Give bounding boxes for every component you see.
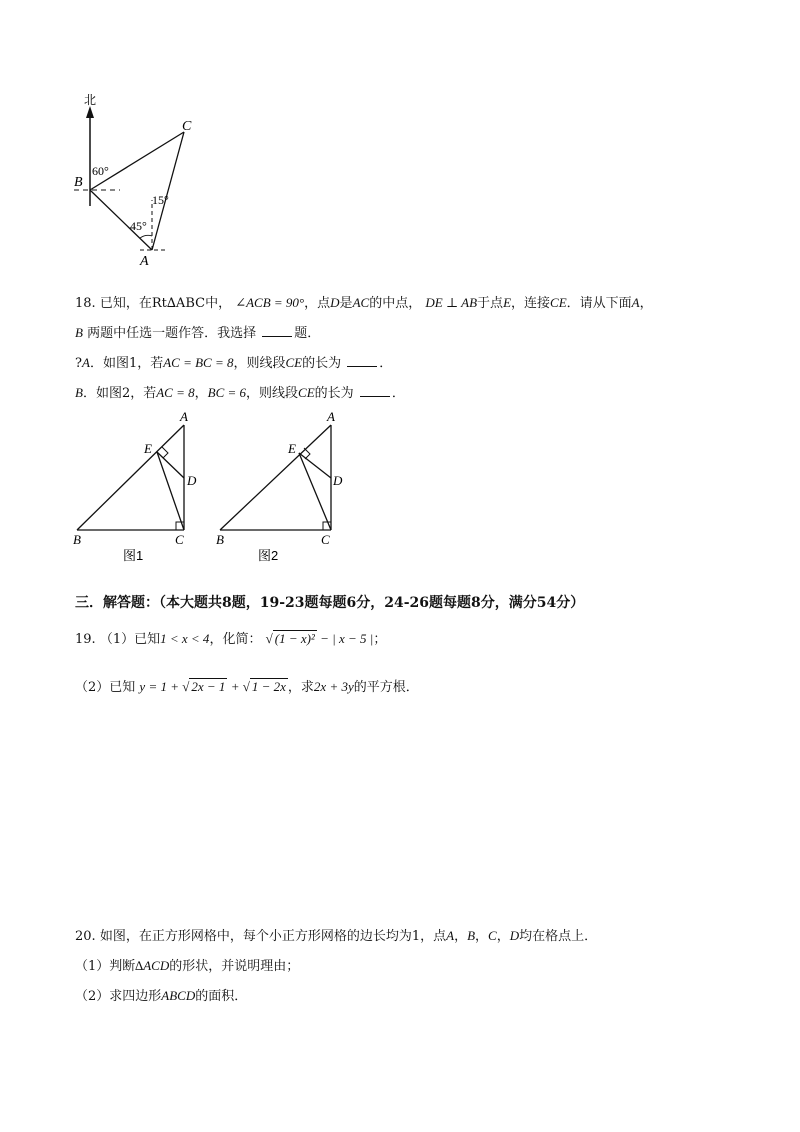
sqrt-expression: √ (1 − x)² − | x − 5 | — [265, 631, 374, 646]
q18-number: 18. — [75, 296, 96, 311]
segment-BC — [90, 132, 184, 190]
text: 已知，在 — [99, 296, 152, 311]
math: 2x + 3y — [313, 679, 354, 694]
label-E: E — [144, 441, 152, 456]
text: （2）已知 — [75, 680, 136, 695]
radicand: (1 − x)² — [274, 631, 315, 646]
q18-line1 — [75, 294, 653, 313]
label-A: A — [180, 409, 188, 424]
text: ． — [391, 386, 405, 401]
math: E — [503, 295, 512, 310]
segment-CA — [152, 132, 184, 250]
q20-line1 — [75, 927, 597, 946]
q20-line2 — [75, 957, 299, 976]
math: ∠ACB = 90° — [235, 295, 305, 310]
math: y = 1 + — [139, 679, 183, 694]
text: 题． — [294, 326, 321, 341]
math: AC = 8 — [156, 385, 195, 400]
text: 中， — [205, 296, 232, 311]
answer-blank[interactable] — [347, 354, 377, 367]
math: ABCD — [161, 988, 196, 1003]
text: ，点 — [304, 296, 331, 311]
math: Rt∆ABC — [151, 296, 206, 311]
q18-line3 — [75, 354, 392, 373]
label-C: C — [321, 532, 330, 547]
north-arrow-icon — [86, 106, 94, 118]
math: A — [81, 355, 90, 370]
text: ，求 — [287, 680, 314, 695]
math: A — [446, 928, 455, 943]
math: − | x − 5 | — [316, 631, 374, 646]
text: 的形状，并说明理由； — [169, 959, 300, 974]
text: ， — [194, 386, 208, 401]
text: （2）求四边形 — [75, 989, 162, 1004]
north-label: 北 — [84, 93, 97, 107]
answer-blank[interactable] — [262, 324, 292, 337]
label-A: A — [327, 409, 335, 424]
label-B: B — [73, 532, 81, 547]
text: 的长为 — [302, 356, 342, 371]
caption-fig1: 图1 — [123, 548, 144, 563]
math: AC = BC = 8 — [163, 355, 234, 370]
label-B: B — [216, 532, 224, 547]
text: 于点 — [477, 296, 504, 311]
text: ， — [639, 296, 653, 311]
text: ． — [379, 356, 393, 371]
label-B: B — [74, 175, 83, 190]
text: ， — [454, 929, 468, 944]
sqrt-1: √ 2x − 1 — [182, 679, 226, 694]
figure-2 — [208, 405, 358, 565]
math: D — [330, 295, 340, 310]
text: ．如图1，若 — [89, 356, 164, 371]
q19-part2 — [75, 678, 419, 697]
radicand: 1 − 2x — [251, 679, 286, 694]
angle-45-label: 45° — [130, 219, 147, 233]
q19-part1 — [75, 630, 386, 649]
angle-arc-45 — [140, 235, 152, 238]
math: CE — [298, 385, 315, 400]
radicand: 2x − 1 — [191, 679, 226, 694]
right-angle-mark-E — [162, 447, 168, 458]
math: CE — [550, 295, 567, 310]
text: ，则线段 — [246, 386, 299, 401]
angle-15-label: 15° — [152, 193, 169, 207]
text: 的中点， — [369, 296, 422, 311]
text: ，则线段 — [233, 356, 286, 371]
text: ； — [373, 632, 387, 647]
text: ? — [75, 356, 82, 371]
angle-60-label: 60° — [92, 164, 109, 178]
text: ， — [475, 929, 489, 944]
label-C: C — [175, 532, 184, 547]
text: 如图，在正方形网格中，每个小正方形网格的边长均为1，点 — [99, 929, 447, 944]
q20-number: 20. — [75, 929, 96, 944]
text: ，化简： — [209, 632, 262, 647]
text: 的平方根． — [353, 680, 419, 695]
answer-blank[interactable] — [360, 384, 390, 397]
caption-fig2: 图2 — [258, 548, 279, 563]
math: + — [227, 679, 243, 694]
math: B — [75, 325, 83, 340]
label-E: E — [288, 441, 296, 456]
q20-line3 — [75, 987, 247, 1006]
text: ，连接 — [511, 296, 551, 311]
text: 的面积． — [195, 989, 248, 1004]
text: （1）判断 — [75, 959, 136, 974]
math: D — [509, 928, 520, 943]
math: ∆ACD — [135, 958, 170, 973]
segment-AB — [220, 425, 331, 530]
label-D: D — [187, 473, 197, 488]
math: 1 < x < 4 — [160, 631, 210, 646]
text: 的长为 — [314, 386, 354, 401]
text: （1）已知 — [99, 632, 161, 647]
math: B — [75, 385, 83, 400]
bearing-diagram — [60, 90, 210, 275]
text: ， — [496, 929, 510, 944]
math: C — [488, 928, 497, 943]
section-heading: 三．解答题：（本大题共8题，19-23题每题6分，24-26题每题8分，满分54分） — [75, 595, 585, 611]
label-C: C — [182, 119, 192, 134]
label-D: D — [333, 473, 343, 488]
text: 两题中任选一题作答．我选择 — [87, 326, 257, 341]
q18-line4 — [75, 384, 405, 403]
figure-1 — [65, 405, 215, 565]
sqrt-2: √ 1 − 2x — [242, 679, 286, 694]
segment-AB — [77, 425, 184, 530]
math: B — [467, 928, 476, 943]
q18-line2 — [75, 324, 320, 343]
segment-CE — [299, 453, 331, 530]
segment-CE — [157, 452, 184, 530]
text: 均在格点上． — [519, 929, 598, 944]
label-A: A — [140, 254, 149, 269]
text: ．如图2，若 — [82, 386, 157, 401]
q19-number: 19. — [75, 632, 96, 647]
math: AC — [352, 295, 370, 310]
math: BC = 6 — [207, 385, 247, 400]
math: A — [631, 295, 640, 310]
text: 是 — [339, 296, 353, 311]
text: ．请从下面 — [566, 296, 632, 311]
math: CE — [285, 355, 303, 370]
math: DE ⊥ AB — [425, 295, 478, 310]
